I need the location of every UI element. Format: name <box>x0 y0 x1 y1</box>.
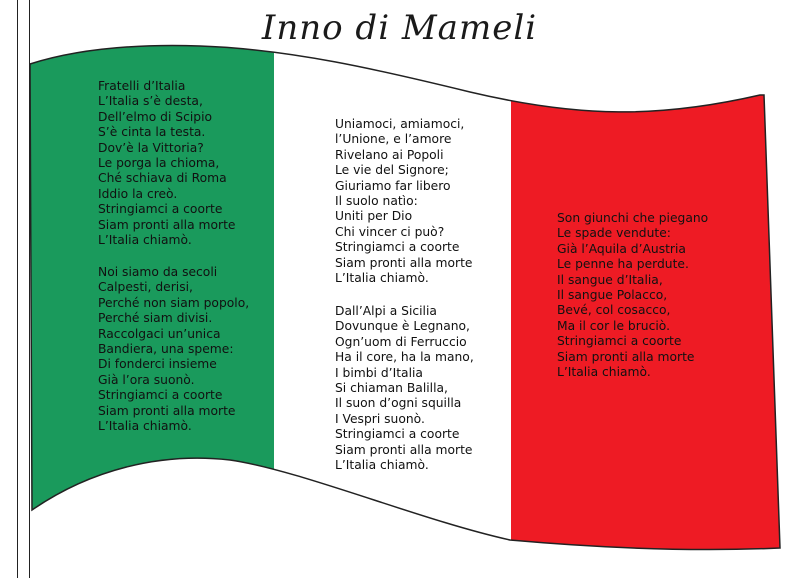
stanza-2: Noi siamo da secoli Calpesti, derisi, Perché non siam popolo, Perché siam divisi. Raccolgaci un’unica Bandiera, una speme: Di fonderci insieme Già l’ora suonò. Stringiamci a coorte Siam pronti alla morte L’Italia chiamò. <box>98 265 250 434</box>
stanza-4: Dall’Alpi a Sicilia Dovunque è Legnano, Ogn’uom di Ferruccio Ha il core, ha la mano, I bimbi d’Italia Si chiaman Balilla, Il suon d’ogni squilla I Vespri suonò. Stringiamci a coorte Siam pronti alla morte L’Italia chiamò. <box>335 304 474 473</box>
flag-white-band <box>274 0 511 578</box>
page-title: Inno di Mameli <box>261 8 538 48</box>
stanza-1: Fratelli d’Italia L’Italia s’è desta, Dell’elmo di Scipio S’è cinta la testa. Dov’è la Vittoria? Le porga la chioma, Ché schiava di Roma Iddio la creò. Stringiamci a coorte Siam pronti alla morte L’Italia chiamò. <box>98 79 236 248</box>
stanza-3: Uniamoci, amiamoci, l’Unione, e l’amore Rivelano ai Popoli Le vie del Signore; Giuriamo far libero Il suolo natìo: Uniti per Dio Chi vincer ci può? Stringiamci a coorte Siam pronti alla morte L’Italia chiamò. <box>335 117 473 286</box>
stanza-5: Son giunchi che piegano Le spade vendute: Già l’Aquila d’Austria Le penne ha perdute. Il sangue d’Italia, Il sangue Polacco, Bevé, col cosacco, Ma il cor le bruciò. Stringiamci a coorte Siam pronti alla morte L’Italia chiamò. <box>557 211 709 380</box>
